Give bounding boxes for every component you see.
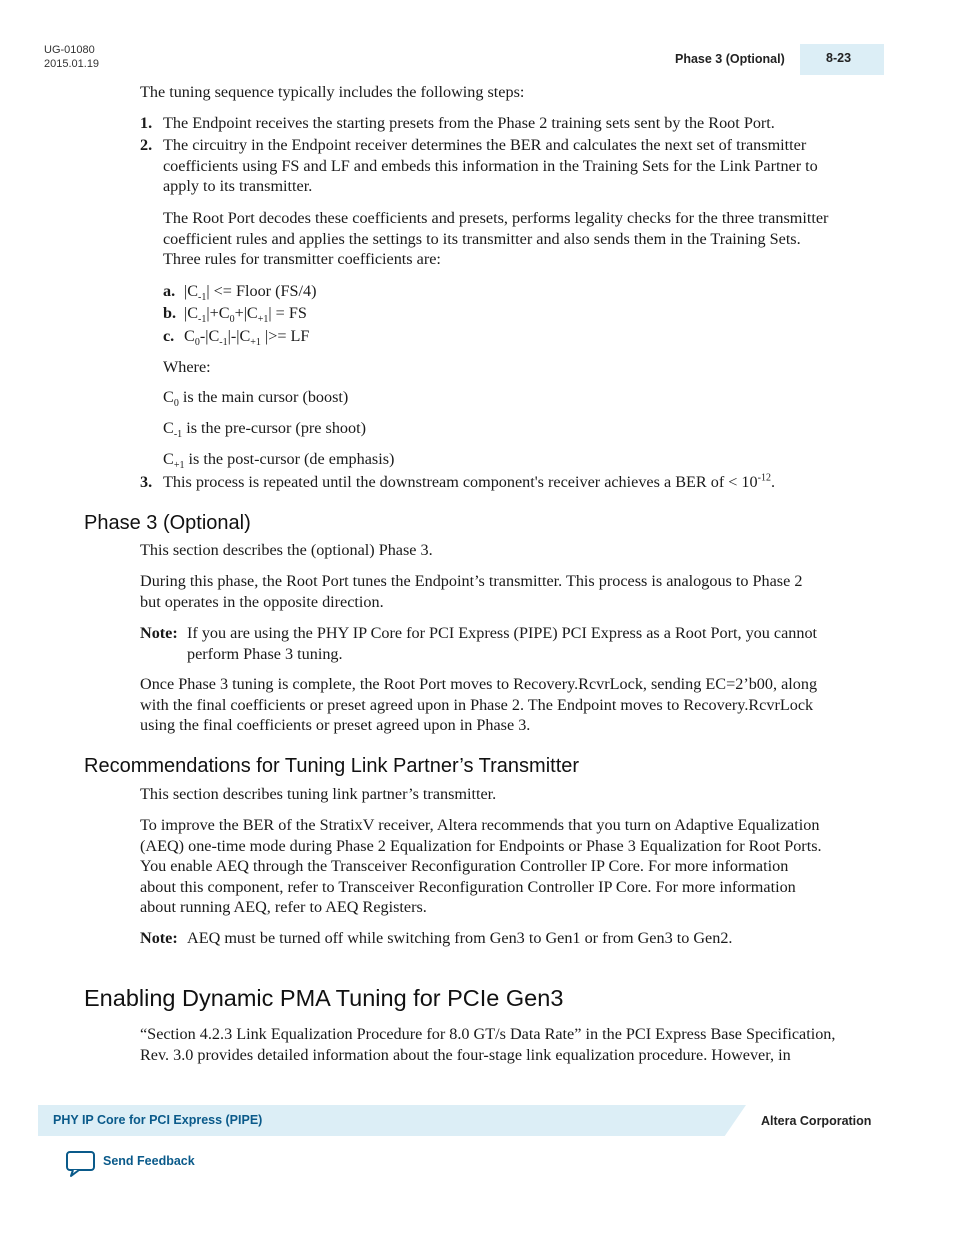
recommendations-intro: This section describes tuning link partner’s transmitter. <box>140 785 497 803</box>
step-3-exponent: -12 <box>757 472 771 484</box>
rule-b-label: b. <box>163 304 177 322</box>
c0-desc: is the main cursor (boost) <box>178 388 349 406</box>
doc-id-block <box>44 43 99 71</box>
step-1-number: 1. <box>140 114 153 132</box>
step-1-text: The Endpoint receives the starting presets from the Phase 2 training sets sent by the Root Port. <box>163 114 775 132</box>
root-port-line: The Root Port decodes these coefficients and presets, performs legality checks for the three transmitter <box>163 209 829 227</box>
rule-c-label: c. <box>163 327 175 345</box>
step-3-text: This process is repeated until the downstream component's receiver achieves a BER of < $10^{-12}$. <box>163 472 776 491</box>
phase3-line: During this phase, the Root Port tunes the Endpoint’s transmitter. This process is analogous to Phase 2 <box>140 572 803 590</box>
recommendations-line: about running AEQ, refer to AEQ Registers. <box>140 898 427 917</box>
step-2-text <box>163 135 818 197</box>
cm1-desc: is the pre-cursor (pre shoot) <box>182 419 367 437</box>
phase3-complete-line: with the final coefficients or preset agreed upon in Phase 2. The Endpoint moves to Recovery.RcvrLock <box>140 695 814 714</box>
cp1-definition: $C_{+1}$ is the post-cursor (de emphasis) <box>163 450 395 472</box>
rule-b: $|C_{-1}|+C_0+|C_{+1}|$ = FS <box>184 304 307 326</box>
recommendations-line: To improve the BER of the StratixV receiver, Altera recommends that you turn on Adaptive Equalization <box>140 816 820 834</box>
cm1-definition: $C_{-1}$ is the pre-cursor (pre shoot) <box>163 419 367 441</box>
recommendations-heading: Recommendations for Tuning Link Partner’s Transmitter <box>84 755 580 777</box>
page-number: 8-23 <box>826 51 852 65</box>
recommendations-line: about this component, refer to Transceiver Reconfiguration Controller IP Core. For more information <box>140 877 796 896</box>
phase3-paragraph <box>140 571 802 612</box>
cp1-desc: is the post-cursor (de emphasis) <box>184 450 395 468</box>
step-2-line: apply to its transmitter. <box>163 177 313 196</box>
note-2: AEQ must be turned off while switching from Gen3 to Gen1 or from Gen3 to Gen2. <box>187 929 733 947</box>
step-3-number: 3. <box>140 473 153 491</box>
rule-c: $C_0-|C_{-1}|-|C_{+1}$ |>= LF <box>184 327 310 349</box>
send-feedback-link[interactable] <box>65 1150 225 1180</box>
rule-a-label: a. <box>163 282 176 300</box>
header-section-title: Phase 3 (Optional) <box>675 52 785 66</box>
phase3-complete-line: Once Phase 3 tuning is complete, the Root Port moves to Recovery.RcvrLock, sending EC=2’b00, along <box>140 675 818 693</box>
phase3-complete-paragraph <box>140 674 817 736</box>
where-label: Where: <box>163 358 211 376</box>
recommendations-paragraph <box>140 815 822 918</box>
root-port-paragraph <box>163 208 828 270</box>
phase3-line: but operates in the opposite direction. <box>140 592 384 611</box>
page-number-tab <box>800 44 884 75</box>
recommendations-line: You enable AEQ through the Transceiver Reconfiguration Controller IP Core. For more information <box>140 857 789 876</box>
speech-bubble-icon <box>65 1150 97 1178</box>
phase3-complete-line: using the final coefficients or preset agreed upon in Phase 3. <box>140 716 531 735</box>
step-2-line: The circuitry in the Endpoint receiver determines the BER and calculates the next set of transmitter <box>163 136 807 154</box>
dynamic-pma-line: “Section 4.2.3 Link Equalization Procedure for 8.0 GT/s Data Rate” in the PCI Express Base Specification, <box>140 1025 836 1043</box>
send-feedback-label[interactable]: Send Feedback <box>103 1154 195 1168</box>
doc-id: UG-01080 <box>44 44 95 56</box>
dynamic-pma-heading: Enabling Dynamic PMA Tuning for PCIe Gen3 <box>84 985 564 1011</box>
dynamic-pma-paragraph <box>140 1024 835 1065</box>
footer-company: Altera Corporation <box>761 1114 872 1128</box>
root-port-line: coefficient rules and applies the settings to its transmitter and also sends them in the Training Sets. <box>163 229 801 248</box>
rule-a: $|C_{-1}|$ <= Floor (FS/4) <box>184 282 317 304</box>
note-label: Note: <box>140 929 178 947</box>
note-line: perform Phase 3 tuning. <box>187 644 343 663</box>
footer-doc-title-link[interactable]: PHY IP Core for PCI Express (PIPE) <box>53 1113 263 1127</box>
doc-date: 2015.01.19 <box>44 58 100 70</box>
intro-text: The tuning sequence typically includes the following steps: <box>140 83 525 101</box>
step-2-number: 2. <box>140 136 153 154</box>
note-1 <box>187 623 817 664</box>
step-3-body: This process is repeated until the downstream component's receiver achieves a BER of < 10 <box>163 473 758 491</box>
note-line: If you are using the PHY IP Core for PCI Express (PIPE) PCI Express as a Root Port, you cannot <box>187 624 818 642</box>
recommendations-line: (AEQ) one-time mode during Phase 2 Equalization for Endpoints or Phase 3 Equalization for Root Ports. <box>140 836 822 855</box>
dynamic-pma-line: Rev. 3.0 provides detailed information about the four-stage link equalization procedure. However, in <box>140 1045 791 1064</box>
phase3-heading: Phase 3 (Optional) <box>84 512 251 534</box>
step-2-line: coefficients using FS and LF and embeds this information in the Training Sets for the Link Partner to <box>163 156 818 175</box>
phase3-intro: This section describes the (optional) Phase 3. <box>140 541 433 559</box>
root-port-line: Three rules for transmitter coefficients are: <box>163 250 441 269</box>
note-label: Note: <box>140 624 178 642</box>
c0-definition: $C_0$ is the main cursor (boost) <box>163 388 349 410</box>
